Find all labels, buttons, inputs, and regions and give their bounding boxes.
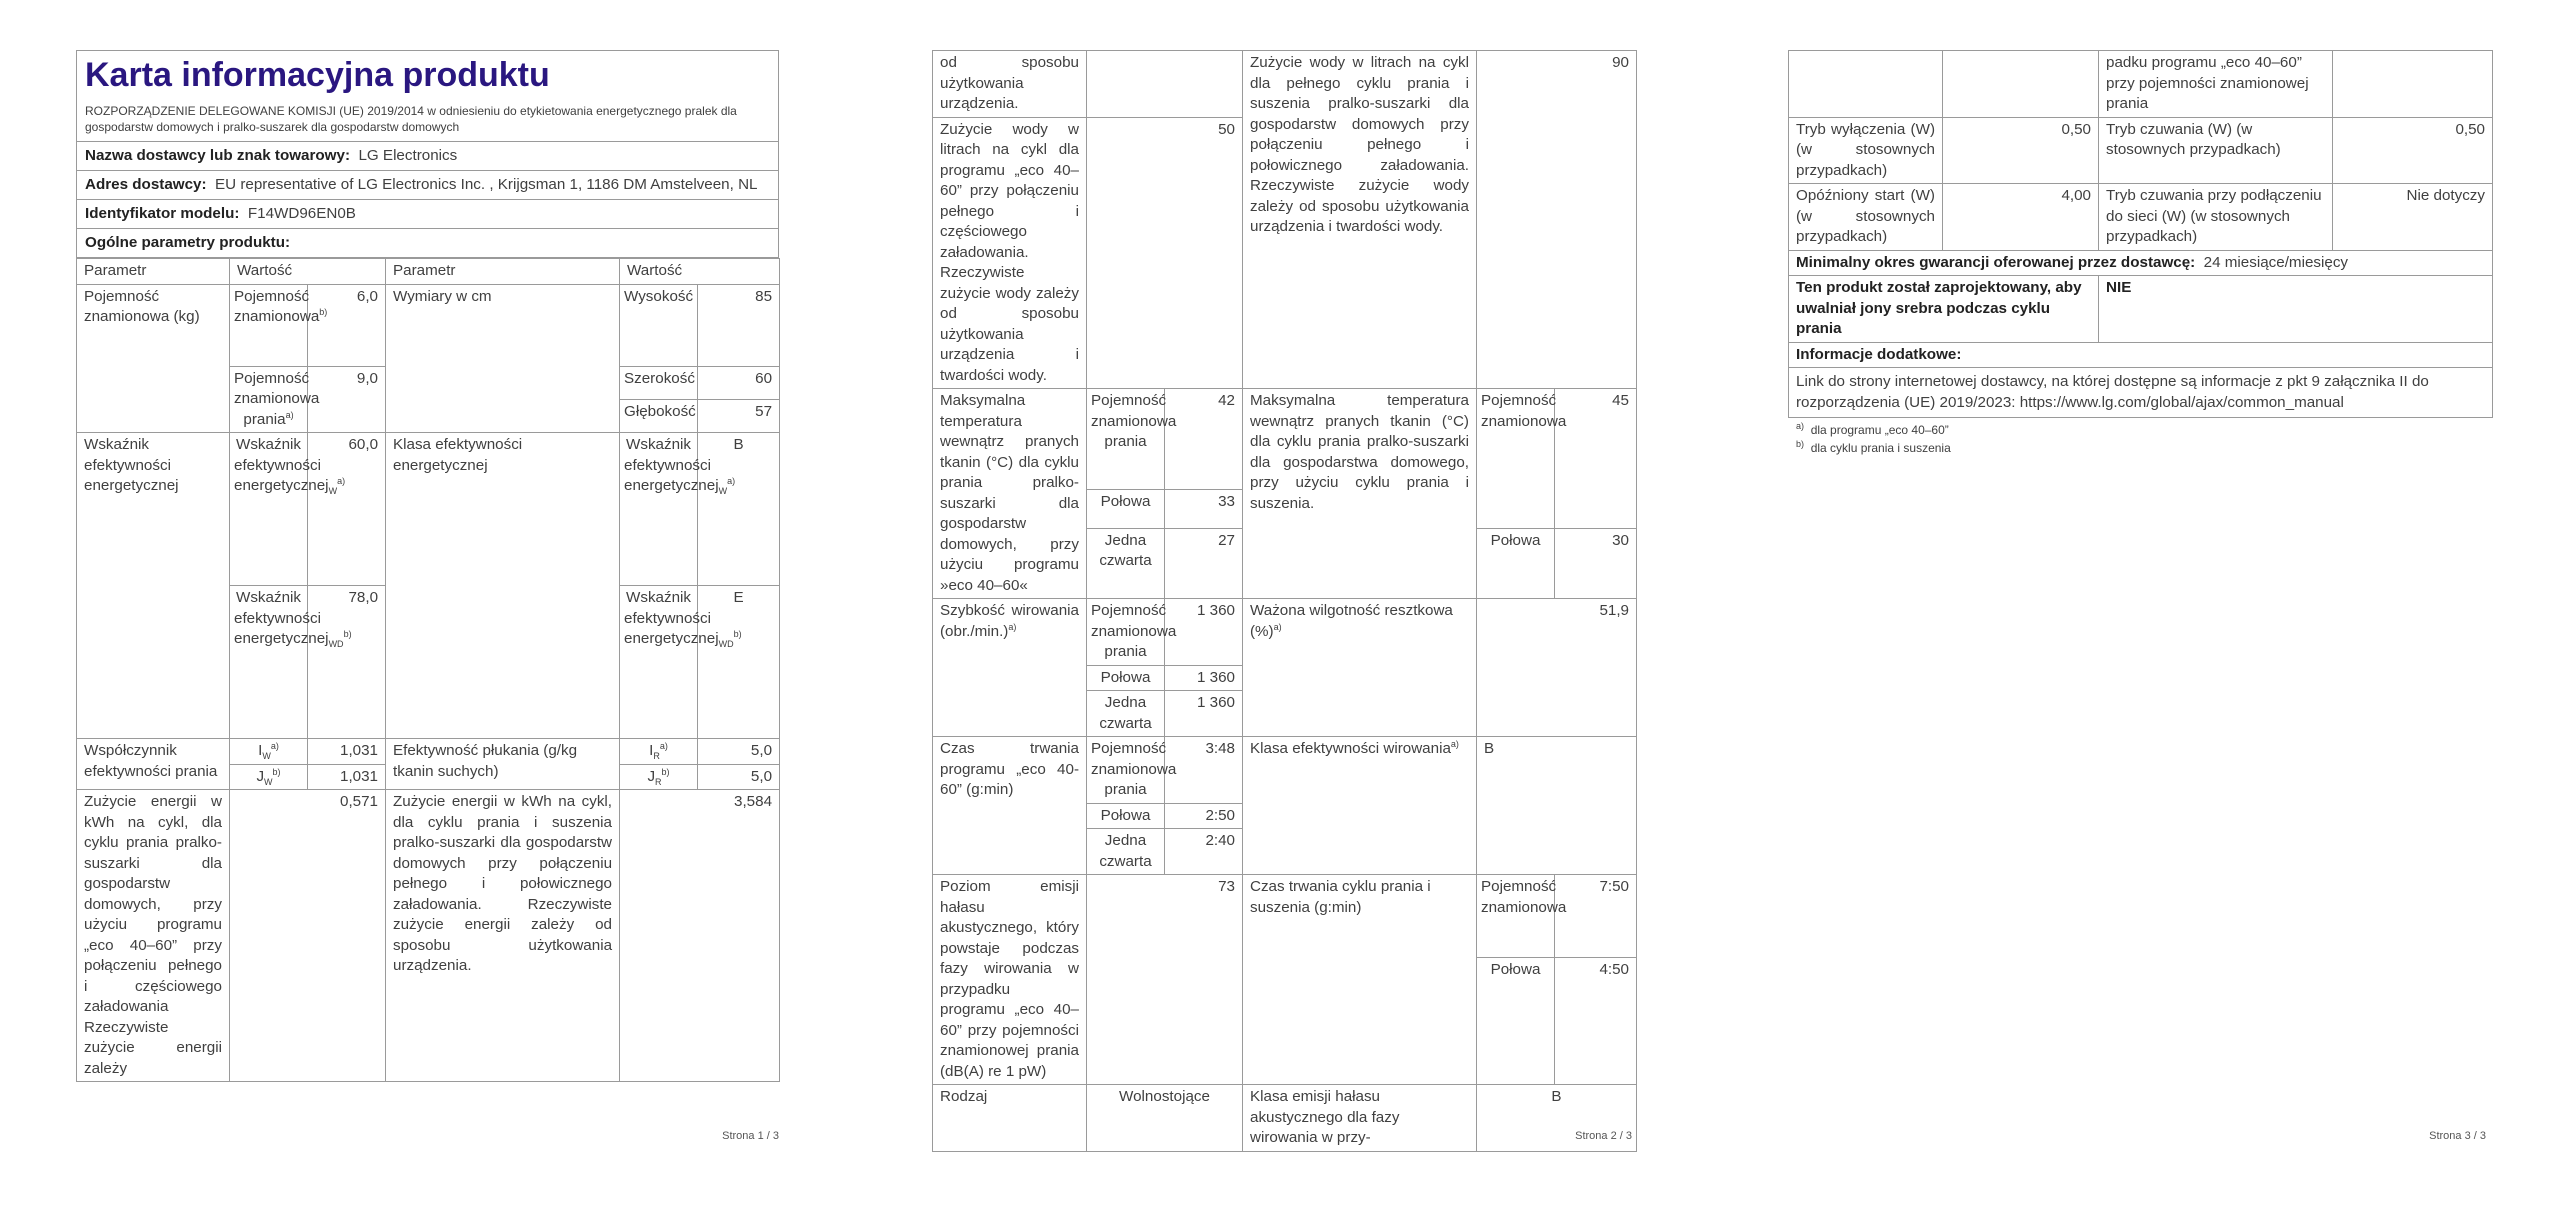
eec-w-value: B bbox=[698, 433, 780, 586]
supplier-label: Nazwa dostawcy lub znak towarowy: bbox=[85, 147, 350, 164]
table-row bbox=[1789, 117, 2493, 184]
height-label: Wysokość bbox=[620, 284, 698, 366]
table-row bbox=[933, 875, 1637, 958]
header-param: Parametr bbox=[77, 259, 230, 285]
eei-w-value: 60,0 bbox=[308, 433, 386, 586]
water-wd-label: Zużycie wody w litrach na cykl dla pełnego cyklu prania i suszenia pralko-suszarki dla gospodarstw domowych przy połączeniu pełnego i połowicznego załadowania. Rzeczywiste zużycie wody zależy od sposobu użytkowania urządzenia i twardości wody. bbox=[1243, 51, 1477, 389]
table-row bbox=[1789, 250, 2493, 276]
warranty-row bbox=[1789, 250, 2493, 276]
network-standby-label: Tryb czuwania przy podłączeniu do sieci (W) (w stosownych przypadkach) bbox=[2099, 184, 2333, 251]
table-row bbox=[77, 739, 780, 765]
depth-label: Głębokość bbox=[620, 399, 698, 432]
header-box bbox=[76, 50, 779, 142]
continued-text: od sposobu użytkowania urządzenia. bbox=[933, 51, 1087, 118]
energy-w-label: Zużycie energii w kWh na cykl, dla cyklu prania pralko-suszarki dla gospodarstw domowych, przy użyciu programu „eco 40–60” przy połączeniu pełnego i częściowego załadowania Rzeczywiste zużycie energii zależy bbox=[77, 790, 230, 1082]
noise-label: Poziom emisji hałasu akustycznego, który powstaje podczas fazy wirowania w przypadku programu „eco 40–60” przy pojemności znamionowej prania (dB(A) re 1 pW) bbox=[933, 875, 1087, 1085]
footnote-b: $^{b)}$ dla cyklu prania i suszenia bbox=[1796, 439, 1951, 455]
table-row bbox=[933, 51, 1637, 118]
footnote-a: $^{a)}$ dla programu „eco 40–60” bbox=[1796, 421, 1949, 437]
temp-wd-rated-value: 45 bbox=[1555, 389, 1637, 529]
spin-class-label: Klasa efektywności wirowania$^{a)}$ bbox=[1243, 737, 1477, 875]
params-table-2 bbox=[932, 50, 1637, 1152]
cycle-half-value: 4:50 bbox=[1555, 958, 1637, 1085]
spin-rated-value: 1 360 bbox=[1165, 599, 1243, 666]
additional-info-label: Informacje dodatkowe: bbox=[1789, 342, 2493, 368]
empty-cell bbox=[1789, 51, 1943, 118]
empty-cell bbox=[2333, 51, 2493, 118]
jw-label: $J_W^{b)}$ bbox=[230, 764, 308, 790]
table-row bbox=[77, 790, 780, 1082]
general-params-label: Ogólne parametry produktu: bbox=[85, 234, 291, 251]
ir-label: $I_R^{a)}$ bbox=[620, 739, 698, 765]
warranty-value: 24 miesiące/miesięcy bbox=[2203, 253, 2349, 271]
address-label: Adres dostawcy: bbox=[85, 176, 207, 193]
eei-wd-label: Wskaźnik efektywności energetycznej$_{WD}^{b)}$ bbox=[230, 586, 308, 739]
supplier-value: LG Electronics bbox=[358, 147, 458, 164]
type-value: Wolnostojące bbox=[1087, 1085, 1243, 1152]
regulation-subtitle: ROZPORZĄDZENIE DELEGOWANE KOMISJI (UE) 2019/2014 w odniesieniu do etykietowania energetycznego pralek dla gospodarstw domowych i pralko-suszarek dla gospodarstw domowych bbox=[85, 104, 737, 134]
jr-label: $J_R^{b)}$ bbox=[620, 764, 698, 790]
temp-wd-half-value: 30 bbox=[1555, 528, 1637, 598]
spin-quarter-value: 1 360 bbox=[1165, 691, 1243, 737]
standby-label: Tryb czuwania (W) (w stosownych przypadkach) bbox=[2099, 117, 2333, 184]
table-header-row bbox=[77, 259, 780, 285]
duration-quarter-label: Jedna czwarta bbox=[1087, 829, 1165, 875]
temp-wd-half-label: Połowa bbox=[1477, 528, 1555, 598]
eei-w-label: Wskaźnik efektywności energetycznej$_W^{a)}$ bbox=[230, 433, 308, 586]
iw-label: $I_W^{a)}$ bbox=[230, 739, 308, 765]
off-mode-value: 0,50 bbox=[1943, 117, 2099, 184]
temp-half-label: Połowa bbox=[1087, 490, 1165, 529]
noise-value: 73 bbox=[1087, 875, 1243, 1085]
table-row bbox=[1789, 51, 2493, 118]
delay-start-value: 4,00 bbox=[1943, 184, 2099, 251]
table-row bbox=[933, 737, 1637, 804]
table-row bbox=[77, 433, 780, 586]
depth-value: 57 bbox=[698, 399, 780, 432]
cap-dry-label: Pojemność znamionowa$^{b)}$ bbox=[230, 284, 308, 366]
energy-w-value: 0,571 bbox=[230, 790, 386, 1082]
ir-value: 5,0 bbox=[698, 739, 780, 765]
moisture-label: Ważona wilgotność resztkowa (%)$^{a)}$ bbox=[1243, 599, 1477, 737]
rinse-label: Efektywność płukania (g/kg tkanin suchych) bbox=[386, 739, 620, 790]
page-1-content bbox=[76, 50, 779, 1082]
header-value-2: Wartość bbox=[620, 259, 780, 285]
spin-half-value: 1 360 bbox=[1165, 665, 1243, 691]
spin-quarter-label: Jedna czwarta bbox=[1087, 691, 1165, 737]
table-row bbox=[1789, 368, 2493, 418]
width-value: 60 bbox=[698, 366, 780, 399]
eec-wd-value: E bbox=[698, 586, 780, 739]
standby-value: 0,50 bbox=[2333, 117, 2493, 184]
spin-rated-label: Pojemność znamionowa prania bbox=[1087, 599, 1165, 666]
off-mode-label: Tryb wyłączenia (W) (w stosownych przypadkach) bbox=[1789, 117, 1943, 184]
table-row bbox=[933, 1085, 1637, 1152]
temp-quarter-label: Jedna czwarta bbox=[1087, 528, 1165, 598]
cycle-rated-label: Pojemność znamionowa bbox=[1477, 875, 1555, 958]
model-row bbox=[76, 200, 779, 229]
temp-w-label: Maksymalna temperatura wewnątrz pranych tkanin (°C) dla cyklu prania pralko-suszarki dla gospodarstw domowych, przy użyciu programu »eco 40–60« bbox=[933, 389, 1087, 599]
temp-wd-label: Maksymalna temperatura wewnątrz pranych tkanin (°C) dla cyklu prania pralko-suszarki dla gospodarstwa domowego, przy użyciu cyklu prania i suszenia. bbox=[1243, 389, 1477, 599]
moisture-value: 51,9 bbox=[1477, 599, 1637, 737]
width-label: Szerokość bbox=[620, 366, 698, 399]
temp-wd-rated-label: Pojemność znamionowa bbox=[1477, 389, 1555, 529]
eei-label: Wskaźnik efektywności energetycznej bbox=[77, 433, 230, 739]
page-number: Strona 2 / 3 bbox=[1575, 1130, 1632, 1142]
temp-quarter-value: 27 bbox=[1165, 528, 1243, 598]
duration-rated-value: 3:48 bbox=[1165, 737, 1243, 804]
page-3 bbox=[1707, 0, 2560, 1207]
capacity-label: Pojemność znamionowa (kg) bbox=[77, 284, 230, 433]
page-2 bbox=[853, 0, 1706, 1207]
page-number: Strona 1 / 3 bbox=[722, 1130, 779, 1142]
silver-ions-label: Ten produkt został zaprojektowany, aby uwalniał jony srebra podczas cyklu prania bbox=[1789, 276, 2099, 343]
warranty-label: Minimalny okres gwarancji oferowanej przez dostawcę: bbox=[1796, 253, 2196, 271]
table-row bbox=[1789, 184, 2493, 251]
energy-wd-label: Zużycie energii w kWh na cykl, dla cyklu prania i suszenia pralko-suszarki dla gospodarstw domowych przy połączeniu pełnego i połowicznego załadowania. Rzeczywiste zużycie energii zależy od sposobu użytkowania urządzenia. bbox=[386, 790, 620, 1082]
iw-value: 1,031 bbox=[308, 739, 386, 765]
cycle-half-label: Połowa bbox=[1477, 958, 1555, 1085]
dimensions-label: Wymiary w cm bbox=[386, 284, 620, 433]
model-label: Identyfikator modelu: bbox=[85, 205, 240, 222]
silver-ions-value: NIE bbox=[2099, 276, 2493, 343]
eec-wd-label: Wskaźnik efektywności energetycznej$_{WD}^{b)}$ bbox=[620, 586, 698, 739]
duration-half-label: Połowa bbox=[1087, 803, 1165, 829]
table-row bbox=[1789, 342, 2493, 368]
height-value: 85 bbox=[698, 284, 780, 366]
temp-half-value: 33 bbox=[1165, 490, 1243, 529]
table-row bbox=[1789, 276, 2493, 343]
cap-wash-value: 9,0 bbox=[308, 366, 386, 433]
table-row bbox=[933, 389, 1637, 490]
network-standby-value: Nie dotyczy bbox=[2333, 184, 2493, 251]
empty-cell bbox=[1943, 51, 2099, 118]
params-table-1 bbox=[76, 258, 780, 1082]
table-row bbox=[933, 599, 1637, 666]
temp-rated-label: Pojemność znamionowa prania bbox=[1087, 389, 1165, 490]
empty-cell bbox=[1087, 51, 1243, 118]
table-row bbox=[77, 284, 780, 366]
spin-label: Szybkość wirowania $(obr./\min.)^{a)}$ bbox=[933, 599, 1087, 737]
eei-wd-value: 78,0 bbox=[308, 586, 386, 739]
duration-rated-label: Pojemność znamionowa prania bbox=[1087, 737, 1165, 804]
page-number: Strona 3 / 3 bbox=[2429, 1130, 2486, 1142]
spin-class-value: B bbox=[1477, 737, 1637, 875]
eec-w-label: Wskaźnik efektywności energetycznej$_W^{a)}$ bbox=[620, 433, 698, 586]
cycle-label: Czas trwania cyklu prania i suszenia (g:min) bbox=[1243, 875, 1477, 1085]
cycle-rated-value: 7:50 bbox=[1555, 875, 1637, 958]
cap-wash-label: Pojemność znamionowa prania$^{a)}$ bbox=[230, 366, 308, 433]
noise-class-label: Klasa emisji hałasu akustycznego dla fazy wirowania w przy- bbox=[1243, 1085, 1477, 1152]
general-params-row bbox=[76, 229, 779, 258]
energy-wd-value: 3,584 bbox=[620, 790, 780, 1082]
page-2-content bbox=[932, 50, 1636, 1152]
address-value: EU representative of LG Electronics Inc. , Krijgsman 1, 1186 DM Amstelveen, NL bbox=[215, 176, 758, 193]
duration-label: Czas trwania programu „eco 40-60” (g:min) bbox=[933, 737, 1087, 875]
page-title: Karta informacyjna produktu bbox=[85, 56, 550, 94]
duration-quarter-value: 2:40 bbox=[1165, 829, 1243, 875]
supplier-link-text: Link do strony internetowej dostawcy, na której dostępne są informacje z pkt 9 załącznika II do rozporządzenia (UE) 2019/2023: https://www.lg.com/global/ajax/common_manual bbox=[1789, 368, 2493, 418]
delay-start-label: Opóźniony start (W) (w stosownych przypadkach) bbox=[1789, 184, 1943, 251]
header-param-2: Parametr bbox=[386, 259, 620, 285]
water-wd-value: 90 bbox=[1477, 51, 1637, 389]
supplier-row bbox=[76, 142, 779, 171]
page-1 bbox=[0, 0, 853, 1207]
eec-label: Klasa efektywności energetycznej bbox=[386, 433, 620, 739]
duration-half-value: 2:50 bbox=[1165, 803, 1243, 829]
continued-text: padku programu „eco 40–60” przy pojemności znamionowej prania bbox=[2099, 51, 2333, 118]
noise-class-value: B bbox=[1477, 1085, 1637, 1152]
jw-value: 1,031 bbox=[308, 764, 386, 790]
page-3-content bbox=[1788, 50, 2492, 457]
params-table-3 bbox=[1788, 50, 2493, 418]
water-w-label: Zużycie wody w litrach na cykl dla programu „eco 40–60” przy połączeniu pełnego i częściowego załadowania. Rzeczywiste zużycie wody zależy od sposobu użytkowania urządzenia i twardości wody. bbox=[933, 117, 1087, 389]
water-w-value: 50 bbox=[1087, 117, 1243, 389]
address-row bbox=[76, 171, 779, 200]
type-label: Rodzaj bbox=[933, 1085, 1087, 1152]
cap-dry-value: 6,0 bbox=[308, 284, 386, 366]
header-value: Wartość bbox=[230, 259, 386, 285]
spin-half-label: Połowa bbox=[1087, 665, 1165, 691]
jr-value: 5,0 bbox=[698, 764, 780, 790]
wash-eff-label: Współczynnik efektywności prania bbox=[77, 739, 230, 790]
temp-rated-value: 42 bbox=[1165, 389, 1243, 490]
model-value: F14WD96EN0B bbox=[247, 205, 356, 222]
